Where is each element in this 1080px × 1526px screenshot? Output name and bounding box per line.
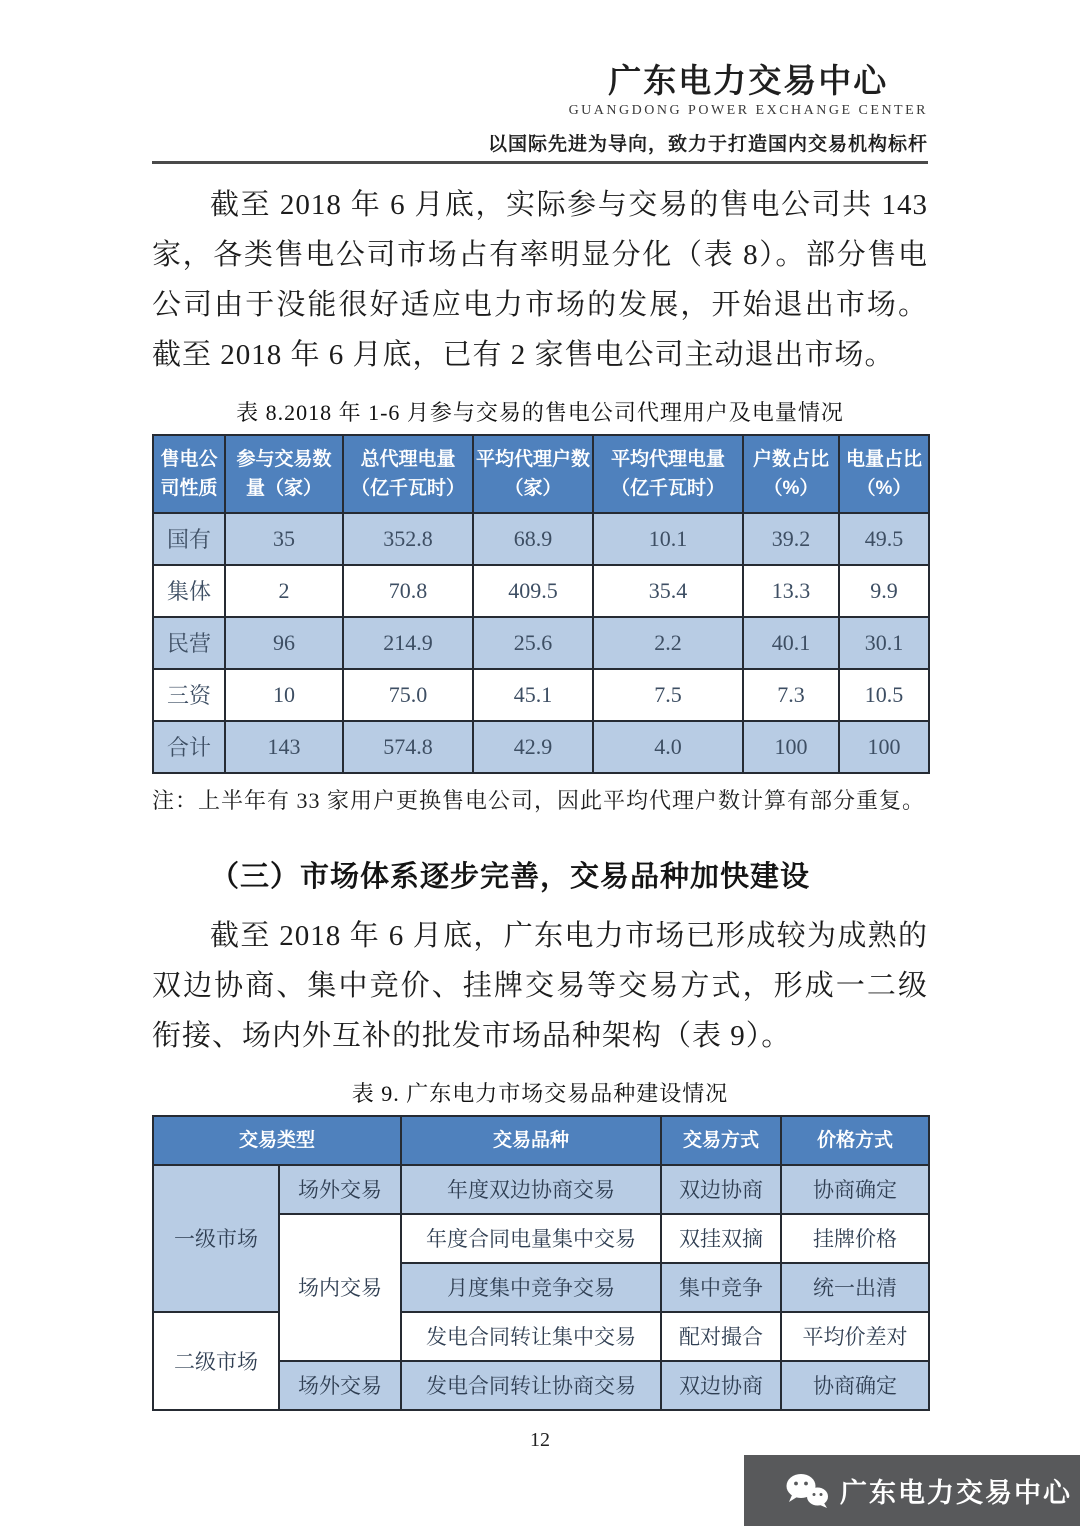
channel-cell: 场内交易	[279, 1214, 401, 1361]
table-row	[153, 617, 929, 669]
table9-col-header: 交易类型	[153, 1116, 401, 1165]
table8-header-row	[153, 435, 929, 513]
table-cell: 100	[839, 721, 929, 773]
table-cell: 45.1	[473, 669, 593, 721]
table8	[152, 434, 930, 774]
table-cell: 年度合同电量集中交易	[401, 1214, 661, 1263]
brand-tagline: 以国际先进为导向，致力于打造国内交易机构标杆	[487, 133, 928, 155]
table8-note: 注：上半年有 33 家用户更换售电公司，因此平均代理户数计算有部分重复。	[152, 787, 926, 813]
table-row	[153, 1165, 929, 1214]
page-number: 12	[530, 1428, 550, 1451]
table-row	[153, 513, 929, 565]
table-cell: 214.9	[343, 617, 473, 669]
table-cell: 配对撮合	[661, 1312, 781, 1361]
table-cell: 352.8	[343, 513, 473, 565]
table-cell: 月度集中竞争交易	[401, 1263, 661, 1312]
table-cell: 39.2	[743, 513, 839, 565]
table-cell: 2	[225, 565, 343, 617]
table-cell: 协商确定	[781, 1361, 929, 1410]
table8-col-header: 平均代理电量（亿千瓦时）	[593, 435, 743, 513]
market-cell: 二级市场	[153, 1312, 279, 1410]
table-cell: 96	[225, 617, 343, 669]
table-cell: 75.0	[343, 669, 473, 721]
table-cell: 10.5	[839, 669, 929, 721]
table8-col-header: 售电公司性质	[153, 435, 225, 513]
table-cell: 双边协商	[661, 1361, 781, 1410]
table-cell: 70.8	[343, 565, 473, 617]
table8-col-header: 总代理电量（亿千瓦时）	[343, 435, 473, 513]
table-cell: 国有	[153, 513, 225, 565]
table-cell: 42.9	[473, 721, 593, 773]
table9-col-header: 交易方式	[661, 1116, 781, 1165]
table-cell: 集中竞争	[661, 1263, 781, 1312]
table-row	[153, 669, 929, 721]
channel-cell: 场外交易	[279, 1361, 401, 1410]
header-divider	[152, 161, 928, 164]
table-cell: 30.1	[839, 617, 929, 669]
footer-brand-bar	[744, 1455, 1080, 1526]
table-cell: 双挂双摘	[661, 1214, 781, 1263]
brand-title: 广东电力交易中心	[608, 62, 889, 99]
table-cell: 35.4	[593, 565, 743, 617]
table-cell: 100	[743, 721, 839, 773]
section-heading: （三）市场体系逐步完善，交易品种加快建设	[210, 860, 811, 893]
table8-col-header: 参与交易数量（家）	[225, 435, 343, 513]
table-row	[153, 721, 929, 773]
table9-header-row	[153, 1116, 929, 1165]
table-cell: 574.8	[343, 721, 473, 773]
table9-caption: 表 9. 广东电力市场交易品种建设情况	[351, 1080, 729, 1106]
table-cell: 68.9	[473, 513, 593, 565]
table8-col-header: 平均代理户数（家）	[473, 435, 593, 513]
table-cell: 10	[225, 669, 343, 721]
table-cell: 143	[225, 721, 343, 773]
table9	[152, 1115, 930, 1411]
table-cell: 409.5	[473, 565, 593, 617]
table-cell: 统一出清	[781, 1263, 929, 1312]
brand-subtitle-en: GUANGDONG POWER EXCHANGE CENTER	[568, 102, 928, 118]
table-cell: 25.6	[473, 617, 593, 669]
table-cell: 集体	[153, 565, 225, 617]
table-cell: 7.5	[593, 669, 743, 721]
table-row	[153, 1312, 929, 1361]
table-cell: 协商确定	[781, 1165, 929, 1214]
table9-col-header: 价格方式	[781, 1116, 929, 1165]
table-cell: 发电合同转让集中交易	[401, 1312, 661, 1361]
table-cell: 13.3	[743, 565, 839, 617]
table-cell: 年度双边协商交易	[401, 1165, 661, 1214]
table-row	[153, 565, 929, 617]
table8-col-header: 户数占比（%）	[743, 435, 839, 513]
table-cell: 合计	[153, 721, 225, 773]
table-cell: 发电合同转让协商交易	[401, 1361, 661, 1410]
table-cell: 7.3	[743, 669, 839, 721]
table-cell: 49.5	[839, 513, 929, 565]
table8-col-header: 电量占比（%）	[839, 435, 929, 513]
table9-col-header: 交易品种	[401, 1116, 661, 1165]
table-cell: 三资	[153, 669, 225, 721]
table-cell: 4.0	[593, 721, 743, 773]
table8-caption: 表 8.2018 年 1-6 月参与交易的售电公司代理用户及电量情况	[236, 399, 844, 425]
channel-cell: 场外交易	[279, 1165, 401, 1214]
market-cell: 一级市场	[153, 1165, 279, 1312]
table-cell: 35	[225, 513, 343, 565]
table-cell: 民营	[153, 617, 225, 669]
table-cell: 10.1	[593, 513, 743, 565]
table-cell: 平均价差对	[781, 1312, 929, 1361]
brand-block	[569, 62, 928, 119]
table-cell: 2.2	[593, 617, 743, 669]
table-cell: 挂牌价格	[781, 1214, 929, 1263]
letterhead	[152, 0, 928, 164]
footer-brand-text: 广东电力交易中心	[840, 1478, 1072, 1508]
table-cell: 40.1	[743, 617, 839, 669]
paragraph-2: 截至 2018 年 6 月底，广东电力市场已形成较为成熟的双边协商、集中竞价、挂牌交易等交易方式，形成一二级衔接、场内外互补的批发市场品种架构（表 9）。	[152, 919, 928, 1052]
wechat-icon	[784, 1472, 830, 1510]
table-cell: 双边协商	[661, 1165, 781, 1214]
table-cell: 9.9	[839, 565, 929, 617]
paragraph-1: 截至 2018 年 6 月底，实际参与交易的售电公司共 143 家，各类售电公司市场占有率明显分化（表 8）。部分售电公司由于没能很好适应电力市场的发展，开始退出市场。截至 2018 年 6 月底，已有 2 家售电公司主动退出市场。	[152, 188, 928, 371]
